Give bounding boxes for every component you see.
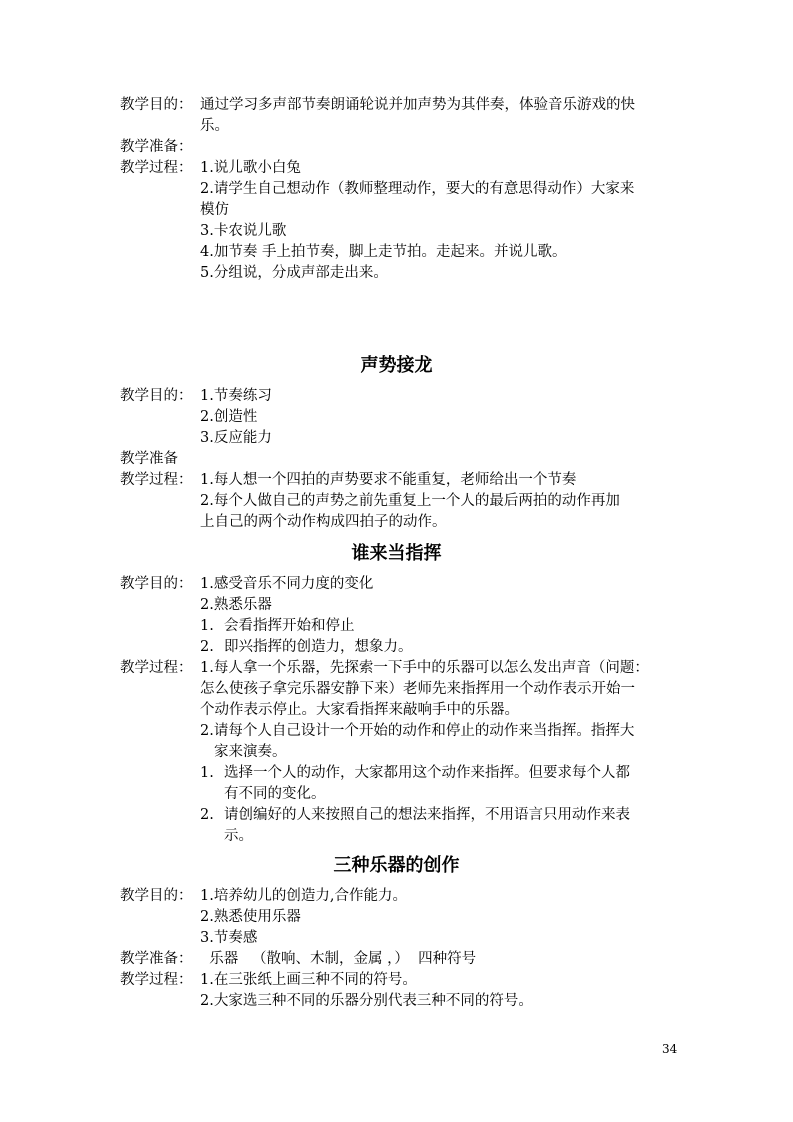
goal-label: 教学目的：	[120, 888, 193, 904]
goal-label: 教学目的：	[120, 576, 193, 592]
subgoal-number: 2.	[200, 639, 214, 655]
process-label: 教学过程：	[120, 660, 193, 676]
prep-text: 乐器 （散响、木制，金属 ，） 四种符号	[200, 951, 477, 967]
substep-text: 有不同的变化。	[224, 786, 326, 802]
process-step: 个动作表示停止。大家看指挥来敲响手中的乐器。	[200, 702, 519, 718]
prep-label: 教学准备：	[120, 951, 193, 967]
goal-item: 1.培养幼儿的创造力,合作能力。	[200, 888, 407, 904]
process-step: 2.请学生自己想动作（教师整理动作，要大的有意思得动作）大家来	[200, 181, 635, 197]
subgoal-number: 1.	[200, 618, 214, 634]
process-step: 3.卡农说儿歌	[200, 223, 287, 239]
process-step: 2.大家选三种不同的乐器分别代表三种不同的符号。	[200, 993, 533, 1009]
process-step: 怎么使孩子拿完乐器安静下来）老师先来指挥用一个动作表示开始一	[200, 681, 635, 697]
goal-item: 2.熟悉乐器	[200, 597, 272, 613]
goal-label: 教学目的：	[120, 388, 193, 404]
substep-text: 示。	[224, 828, 253, 844]
prep-label: 教学准备：	[120, 139, 193, 155]
goal-item: 2.创造性	[200, 409, 258, 425]
process-label: 教学过程：	[120, 972, 193, 988]
process-step: 5.分组说，分成声部走出来。	[200, 265, 388, 281]
goal-label: 教学目的：	[120, 97, 193, 113]
goal-text: 乐。	[200, 118, 229, 134]
goal-item: 2.熟悉使用乐器	[200, 909, 301, 925]
goal-item: 1.感受音乐不同力度的变化	[200, 576, 374, 592]
process-label: 教学过程：	[120, 472, 193, 488]
process-step: 2.请每个人自己设计一个开始的动作和停止的动作来当指挥。指挥大	[200, 723, 635, 739]
process-step: 1.在三张纸上画三种不同的符号。	[200, 972, 417, 988]
section-title: 三种乐器的创作	[333, 855, 460, 876]
section-title: 声势接龙	[360, 355, 433, 376]
goal-text: 通过学习多声部节奏朗诵轮说并加声势为其伴奏，体验音乐游戏的快	[200, 97, 635, 113]
process-step: 2.每个人做自己的声势之前先重复上一个人的最后两拍的动作再加	[200, 493, 620, 509]
subgoal-text: 会看指挥开始和停止	[224, 618, 355, 634]
process-step: 上自己的两个动作构成四拍子的动作。	[200, 514, 447, 530]
substep-text: 选择一个人的动作，大家都用这个动作来指挥。但要求每个人都	[224, 765, 630, 781]
process-step: 4.加节奏 手上拍节奏，脚上走节拍。走起来。并说儿歌。	[200, 244, 567, 260]
prep-label: 教学准备	[120, 451, 178, 467]
subgoal-text: 即兴指挥的创造力，想象力。	[224, 639, 413, 655]
process-step: 1.说儿歌小白兔	[200, 160, 301, 176]
process-label: 教学过程：	[120, 160, 193, 176]
substep-text: 请创编好的人来按照自己的想法来指挥，不用语言只用动作来表	[224, 807, 630, 823]
section-title: 谁来当指挥	[351, 543, 442, 564]
substep-number: 1.	[200, 765, 214, 781]
goal-item: 1.节奏练习	[200, 388, 272, 404]
goal-item: 3.反应能力	[200, 430, 272, 446]
process-step: 模仿	[200, 202, 229, 218]
goal-item: 3.节奏感	[200, 930, 258, 946]
substep-number: 2.	[200, 807, 214, 823]
process-step: 家来演奏。	[214, 744, 287, 760]
page-number: 34	[662, 1042, 678, 1056]
process-step: 1.每人想一个四拍的声势要求不能重复，老师给出一个节奏	[200, 472, 577, 488]
process-step: 1.每人拿一个乐器，先探索一下手中的乐器可以怎么发出声音（问题：	[200, 660, 649, 676]
